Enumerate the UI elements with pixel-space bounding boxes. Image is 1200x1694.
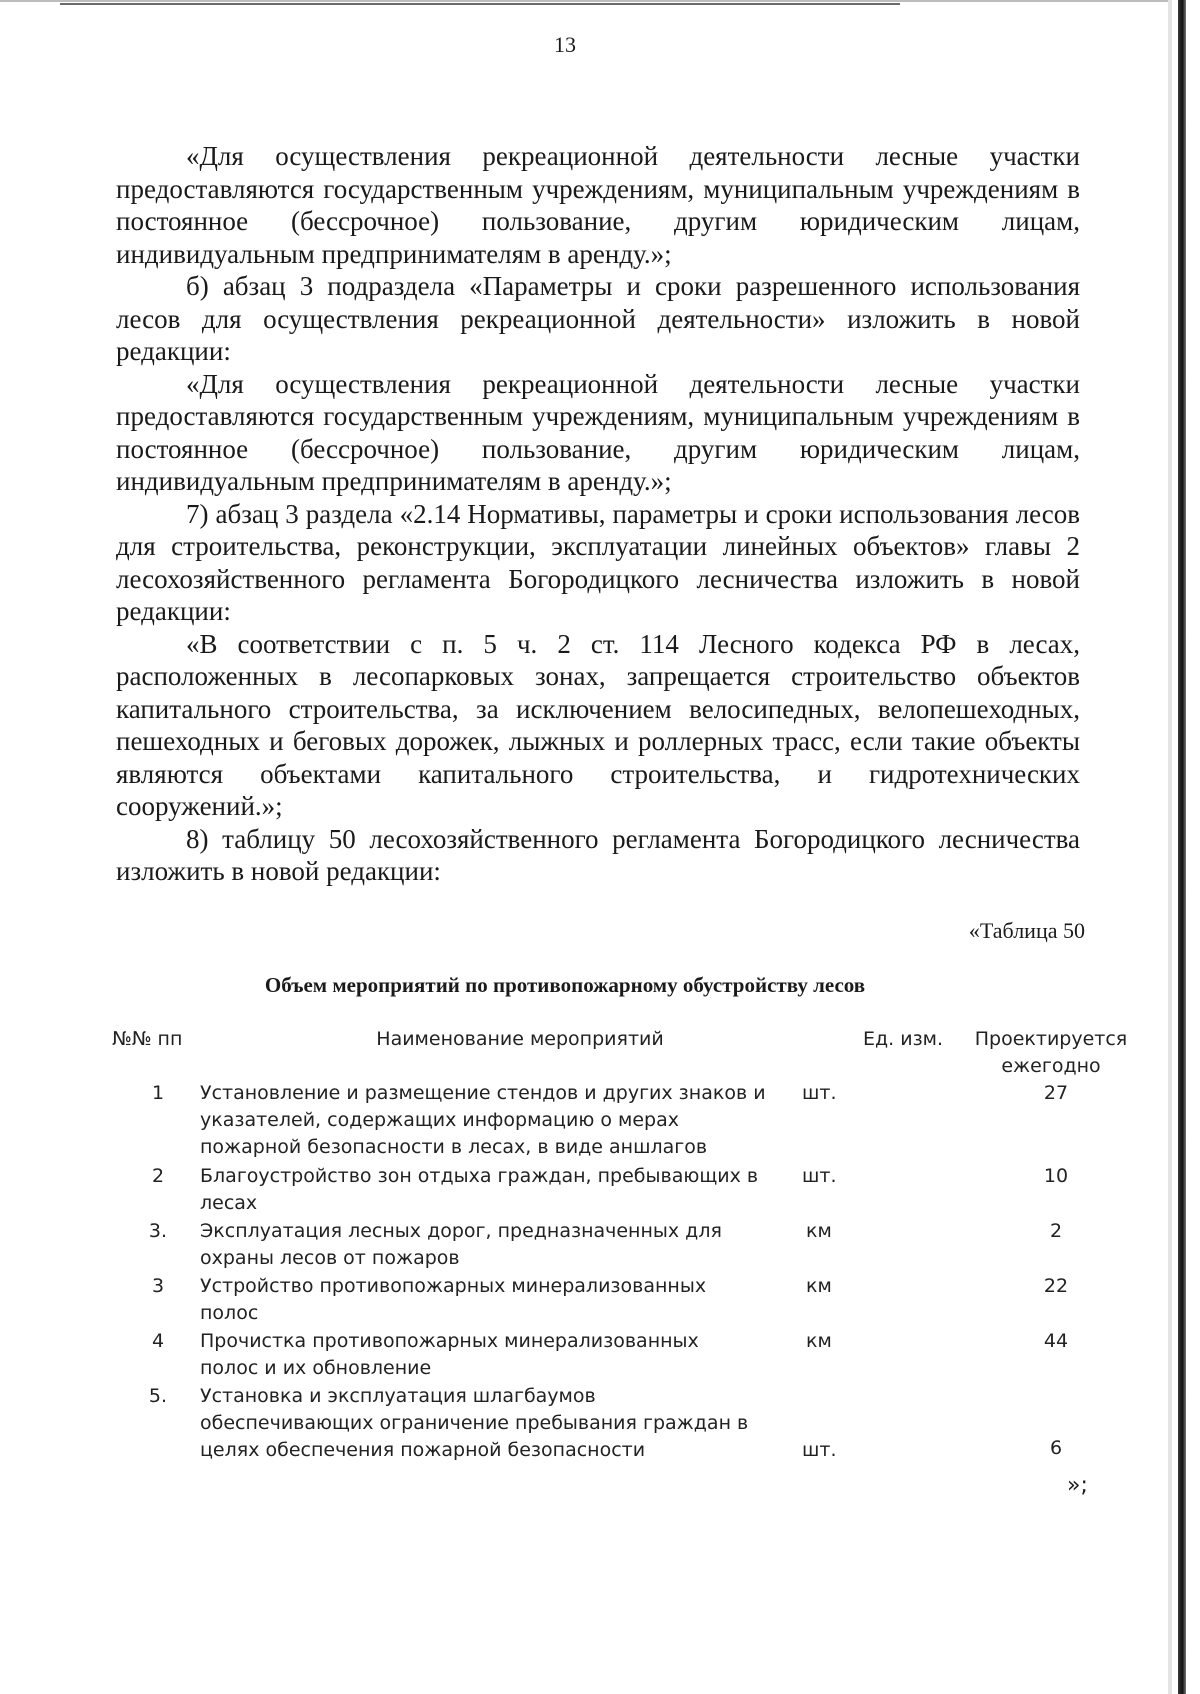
row-value: 22 (1043, 1275, 1069, 1297)
row-unit: км (806, 1220, 832, 1242)
measures-table (112, 1026, 1128, 1467)
paragraph: б) абзац 3 подраздела «Параметры и сроки разрешенного использования лесов для осуществления рекреационной деятельности» изложить в новой редакции: (116, 271, 1080, 366)
row-value: 10 (1043, 1165, 1069, 1187)
table-caption: «Таблица 50 (968, 918, 1085, 943)
scan-right-edge (1178, 0, 1186, 1694)
body-text (116, 140, 1080, 888)
table-row (116, 1163, 1086, 1218)
row-name: Установка и эксплуатация шлагбаумов обеспечивающих ограничение пребывания граждан в целях обеспечения пожарной безопасности (200, 1385, 749, 1461)
table-row (116, 1218, 1086, 1273)
row-num: 3. (148, 1220, 168, 1242)
row-num: 1 (151, 1082, 165, 1104)
row-unit: шт. (802, 1165, 837, 1187)
row-name: Устройство противопожарных минерализованных полос (200, 1275, 707, 1324)
table-row (116, 1328, 1086, 1383)
table-header-row (112, 1026, 1128, 1080)
paragraph: «Для осуществления рекреационной деятельности лесные участки предоставляются государственным учреждениям, муниципальным учреждениям в постоянное (бессрочное) пользование, другим юридическим лицам, индивидуальным предпринимателям в аренду.»; (116, 368, 1080, 496)
row-num: 3 (151, 1275, 165, 1297)
paragraph: «В соответствии с п. 5 ч. 2 ст. 114 Лесного кодекса РФ в лесах, расположенных в лесопарковых зонах, запрещается строительство объектов капитального строительства, за исключением велосипедных, велопешеходных, пешеходных и беговых дорожек, лыжных и роллерных трасс, если такие объекты являются объектами капитального строительства, и гидротехнических сооружений.»; (116, 628, 1080, 821)
header-value: Проектируется ежегодно (974, 1028, 1128, 1077)
row-unit: шт. (802, 1082, 837, 1104)
closing-quote: »; (1067, 1473, 1088, 1498)
table-title: Объем мероприятий по противопожарному обустройству лесов (264, 973, 866, 997)
row-name: Прочистка противопожарных минерализованных полос и их обновление (200, 1330, 699, 1379)
page-number: 13 (554, 32, 576, 57)
row-value: 27 (1043, 1082, 1069, 1104)
row-name: Благоустройство зон отдыха граждан, пребывающих в лесах (200, 1165, 759, 1214)
scan-top-edge (0, 0, 1170, 2)
row-unit: км (806, 1330, 832, 1352)
header-unit: Ед. изм. (863, 1028, 944, 1050)
row-num: 2 (151, 1165, 165, 1187)
paragraph: «Для осуществления рекреационной деятельности лесные участки предоставляются государственным учреждениям, муниципальным учреждениям в постоянное (бессрочное) пользование, другим юридическим лицам, индивидуальным предпринимателям в аренду.»; (116, 141, 1080, 269)
paragraph: 7) абзац 3 раздела «2.14 Нормативы, параметры и сроки использования лесов для строительства, реконструкции, эксплуатации линейных объектов» главы 2 лесохозяйственного регламента Богородицкого лесничества изложить в новой редакции: (116, 498, 1080, 626)
row-name: Эксплуатация лесных дорог, предназначенных для охраны лесов от пожаров (200, 1220, 722, 1269)
row-num: 4 (151, 1330, 165, 1352)
row-value: 44 (1043, 1330, 1069, 1352)
scan-top-line (60, 3, 900, 5)
row-unit: шт. (802, 1439, 837, 1461)
row-num: 5. (148, 1385, 168, 1407)
scan-right-shadow (1168, 0, 1172, 1694)
table-row (116, 1383, 1086, 1467)
row-value: 2 (1049, 1220, 1063, 1242)
row-name: Установление и размещение стендов и других знаков и указателей, содержащих информацию о мерах пожарной безопасности в лесах, в виде аншлагов (200, 1082, 766, 1158)
row-unit: км (806, 1275, 832, 1297)
paragraph: 8) таблицу 50 лесохозяйственного регламента Богородицкого лесничества изложить в новой редакции: (116, 823, 1080, 886)
header-name: Наименование мероприятий (376, 1028, 664, 1050)
row-value: 6 (1049, 1437, 1063, 1459)
table-row (116, 1273, 1086, 1328)
table-row (116, 1080, 1086, 1163)
header-num: №№ пп (112, 1028, 183, 1050)
